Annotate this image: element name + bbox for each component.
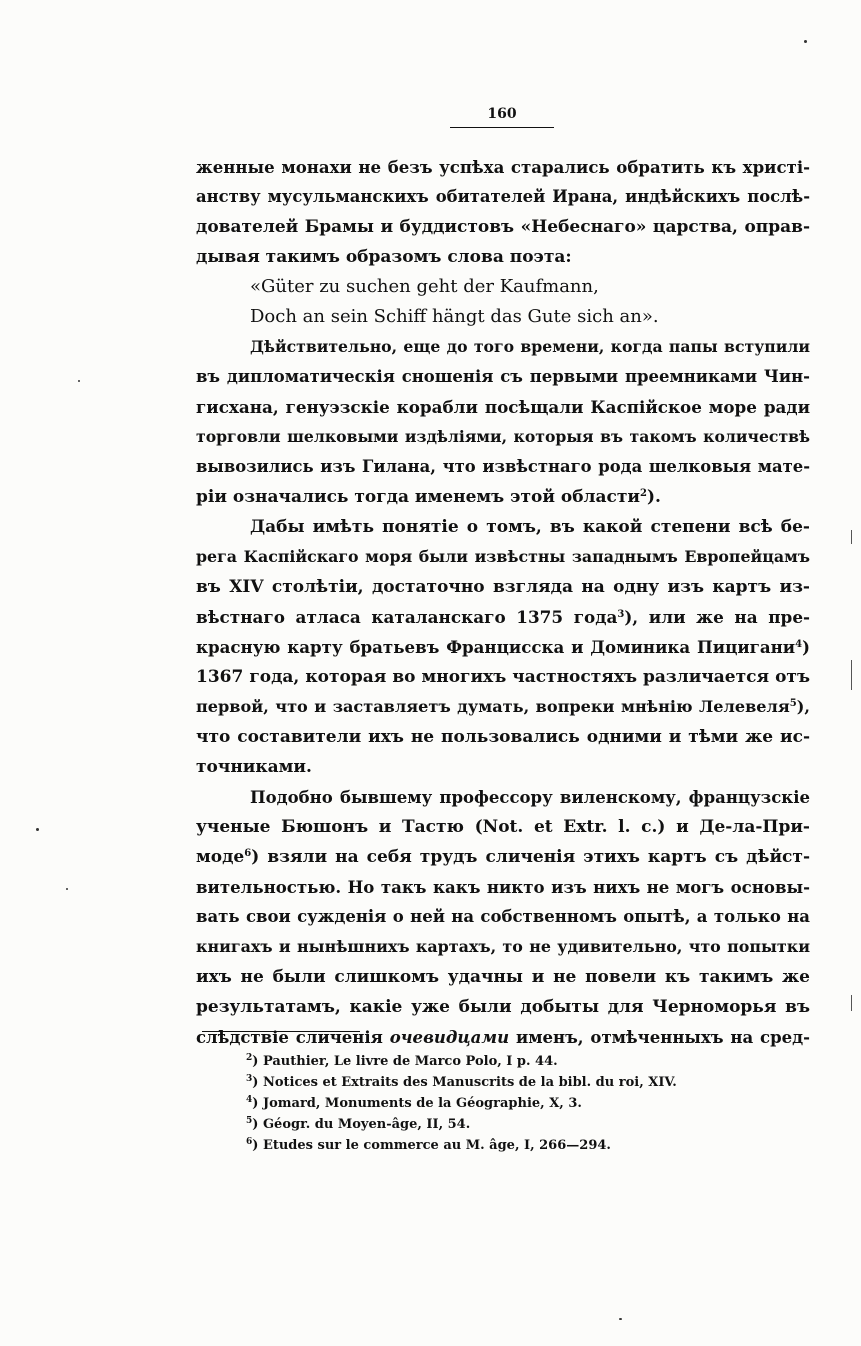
text-line	[196, 152, 810, 182]
line-text: результатамъ, какіе уже были добыты для Черноморья въ	[196, 997, 810, 1017]
footnote-mark: 6	[244, 848, 252, 859]
footnote-number: 3	[246, 1074, 253, 1084]
line-text: Подобно бывшему профессору виленскому, французскіе	[250, 787, 810, 807]
text-line	[196, 842, 810, 872]
footnote-text: ) Géogr. du Moyen-âge, II, 54.	[252, 1117, 471, 1132]
footnote-mark: 4	[795, 639, 803, 650]
line-text: женные монахи не безъ успѣха старались обратить къ христі-	[196, 157, 810, 177]
line-text: слѣдствіе сличенія	[196, 1027, 390, 1047]
line-text-after: ), или же на пре-	[624, 607, 811, 627]
scan-mark	[851, 995, 852, 1011]
text-line	[196, 962, 810, 992]
footnote-number: 4	[246, 1095, 253, 1105]
text-line	[196, 362, 810, 392]
line-text: въ XIV столѣтіи, достаточно взгляда на одну изъ картъ из-	[196, 577, 810, 597]
footnote	[246, 1072, 786, 1093]
text-line	[196, 422, 810, 452]
footnote	[246, 1135, 786, 1156]
text-line	[196, 332, 810, 362]
line-text: красную карту братьевъ Францисска и Доминика Пицигани	[196, 637, 796, 657]
line-text-after: именъ, отмѣченныхъ на сред-	[509, 1027, 810, 1047]
line-text: что составители ихъ не пользовались одними и тѣми же ис-	[196, 727, 810, 747]
line-text: торговли шелковыми издѣліями, которыя въ такомъ количествѣ	[196, 427, 810, 446]
line-text: моде	[196, 847, 245, 867]
line-text: Doch an sein Schiff hängt das Gute sich an».	[250, 306, 659, 327]
scan-mark	[851, 530, 852, 544]
line-text-after: )	[802, 637, 810, 657]
footnote-mark: 5	[789, 698, 797, 709]
footnotes	[246, 1051, 786, 1156]
footnote-text: ) Notices et Extraits des Manuscrits de la bibl. du roi, XIV.	[252, 1075, 677, 1090]
footnote-text: ) Jomard, Monuments de la Géographie, X, 3.	[252, 1096, 582, 1111]
body-text	[196, 152, 810, 1052]
text-line	[196, 812, 810, 842]
line-text: вѣстнаго атласа каталанскаго 1375 года	[196, 607, 618, 627]
text-line	[196, 902, 810, 932]
line-text: въ дипломатическія сношенія съ первыми преемниками Чин-	[196, 367, 810, 386]
footnote-rule	[202, 1031, 360, 1032]
verse-line	[196, 302, 810, 332]
text-line	[196, 782, 810, 812]
footnote-text: ) Pauthier, Le livre de Marco Polo, I p. 44.	[252, 1054, 558, 1069]
line-text: «Güter zu suchen geht der Kaufmann,	[250, 276, 599, 297]
text-line	[196, 752, 810, 782]
scan-speck	[36, 828, 39, 831]
line-text: гисхана, генуэзскіе корабли посѣщали Каспійское море ради	[196, 397, 810, 417]
line-text: дывая такимъ образомъ слова поэта:	[196, 247, 572, 267]
text-line	[196, 632, 810, 662]
footnote-number: 6	[246, 1137, 253, 1147]
text-line	[196, 212, 810, 242]
text-line	[196, 542, 810, 572]
text-line	[196, 932, 810, 962]
line-text-after: ).	[647, 487, 661, 507]
text-line	[196, 992, 810, 1022]
footnote	[246, 1093, 786, 1114]
text-line	[196, 872, 810, 902]
line-text: вительностью. Но такъ какъ никто изъ нихъ не могъ основы-	[196, 877, 810, 897]
text-line	[196, 242, 810, 272]
line-text: вать свои сужденія о ней на собственномъ опытѣ, а только на	[196, 907, 810, 926]
verse-line	[196, 272, 810, 302]
line-text: точниками.	[196, 757, 312, 777]
scan-speck	[66, 888, 68, 890]
line-text: первой, что и заставляетъ думать, вопреки мнѣнію Лелевеля	[196, 697, 790, 716]
line-text: книгахъ и нынѣшнихъ картахъ, то не удивительно, что попытки	[196, 937, 810, 956]
footnote-text: ) Etudes sur le commerce au M. âge, I, 266—294.	[252, 1138, 611, 1153]
text-line	[196, 392, 810, 422]
line-text: рега Каспійскаго моря были извѣстны западнымъ Европейцамъ	[196, 547, 810, 566]
scan-speck	[804, 40, 807, 43]
line-text: ученые Бюшонъ и Тастю (Not. et Extr. l. c.) и Де-ла-При-	[196, 817, 810, 837]
line-text-after: ) взяли на себя трудъ сличенія этихъ картъ съ дѣйст-	[251, 847, 810, 867]
line-text-after: ),	[796, 697, 810, 716]
text-line	[196, 572, 810, 602]
line-text: 1367 года, которая во многихъ частностяхъ различается отъ	[196, 667, 810, 687]
line-text: анству мусульманскихъ обитателей Ирана, индѣйскихъ послѣ-	[196, 187, 810, 206]
text-line	[196, 722, 810, 752]
text-line	[196, 1022, 810, 1052]
scan-mark	[851, 660, 852, 690]
text-line	[196, 692, 810, 722]
line-text: дователей Брамы и буддистовъ «Небеснаго» царства, оправ-	[196, 217, 810, 237]
scan-speck	[619, 1318, 622, 1320]
footnote	[246, 1051, 786, 1072]
text-line	[196, 182, 810, 212]
page-number: 160	[450, 106, 554, 128]
text-line	[196, 662, 810, 692]
text-line	[196, 452, 810, 482]
line-text: Дабы имѣть понятіе о томъ, въ какой степени всѣ бе-	[250, 517, 810, 537]
footnote-mark: 3	[617, 609, 625, 620]
text-line	[196, 512, 810, 542]
footnote-number: 5	[246, 1116, 253, 1126]
italic-word: очевидцами	[389, 1027, 510, 1047]
text-line	[196, 602, 810, 632]
footnote-mark: 2	[640, 488, 648, 499]
line-text: ріи означались тогда именемъ этой области	[196, 487, 641, 507]
footnote-number: 2	[246, 1053, 253, 1063]
text-line	[196, 482, 810, 512]
line-text: вывозились изъ Гилана, что извѣстнаго рода шелковыя мате-	[196, 457, 810, 476]
line-text: Дѣйствительно, еще до того времени, когда папы вступили	[250, 337, 810, 356]
footnote	[246, 1114, 786, 1135]
line-text: ихъ не были слишкомъ удачны и не повели къ такимъ же	[196, 967, 810, 987]
scan-speck	[78, 380, 80, 382]
